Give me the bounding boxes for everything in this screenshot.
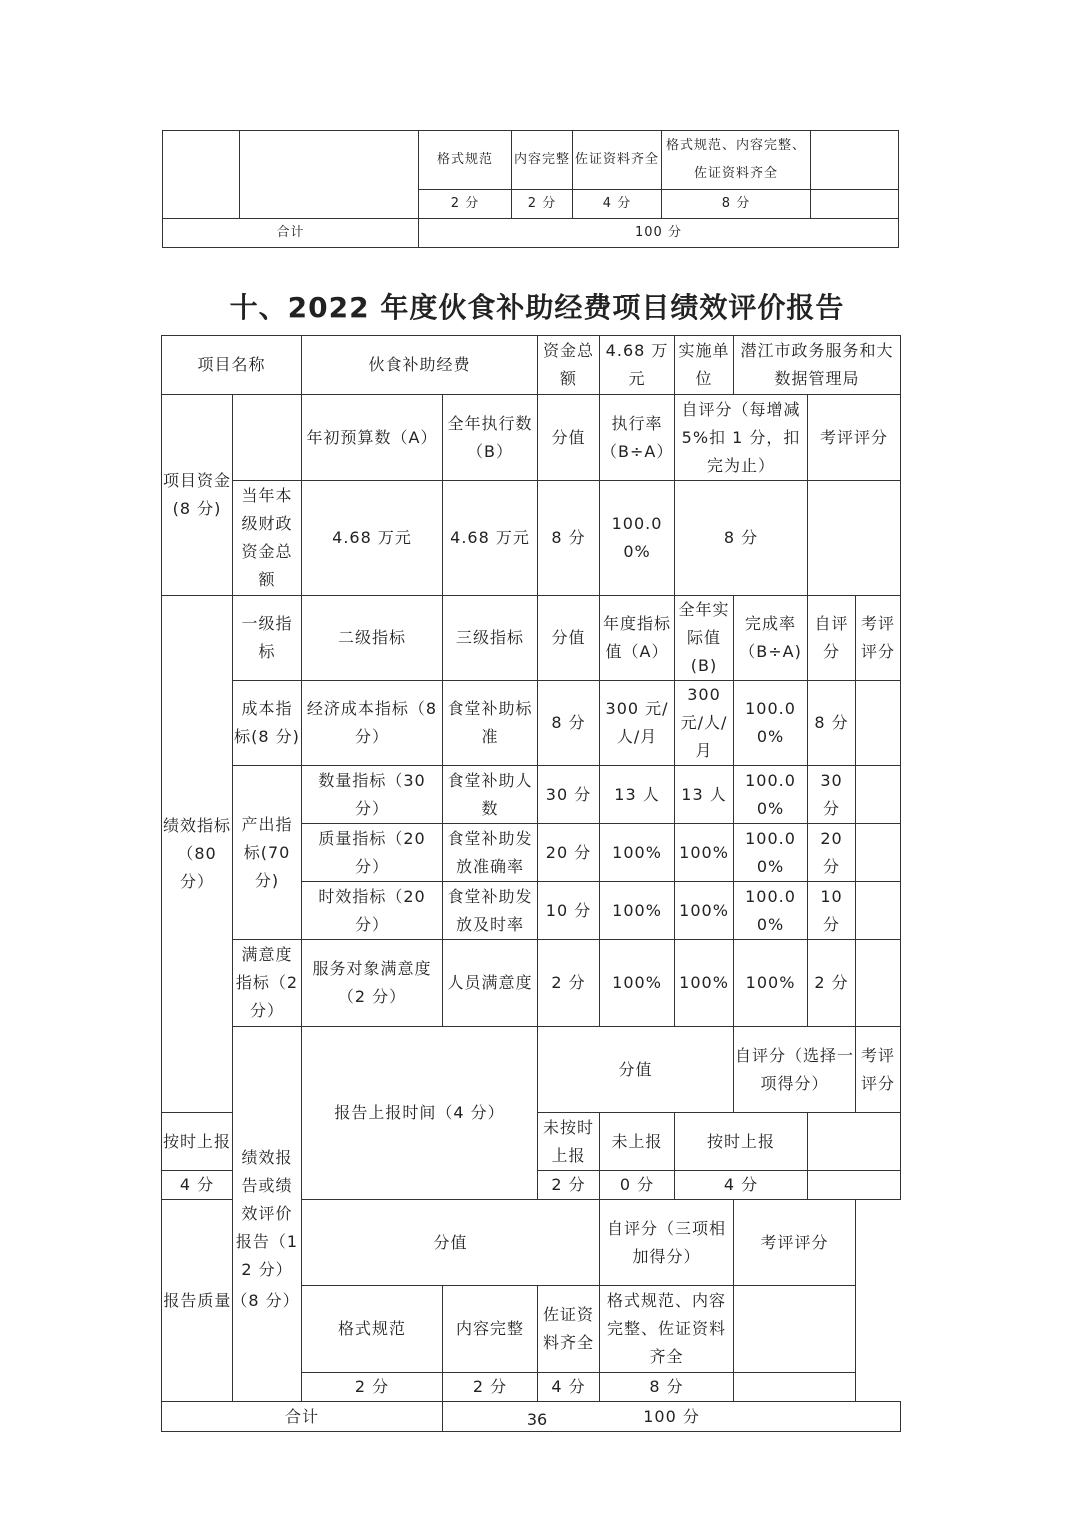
self-score-header: 自评分 (808, 596, 856, 681)
actual-cell: 100% (675, 882, 734, 940)
level3-cell: 食堂补助标准 (443, 681, 538, 766)
score-cell: 2 分 (512, 190, 573, 219)
level2-cell: 数量指标（30 分） (302, 766, 443, 824)
content-label: 内容完整 (443, 1286, 538, 1373)
empty-cell (811, 131, 899, 190)
score-header: 分值 (302, 1200, 600, 1286)
format-label: 格式规范 (419, 131, 512, 190)
score-cell: 8 分 (538, 681, 600, 766)
not-reported-label: 未上报 (600, 1113, 675, 1171)
score-cell: 0 分 (600, 1171, 675, 1200)
score-cell: 4 分 (538, 1373, 600, 1402)
satisfaction-indicator-label: 满意度指标（2 分） (233, 940, 302, 1027)
self-score-cell: 8 分 (808, 681, 856, 766)
level3-cell: 食堂补助发放准确率 (443, 824, 538, 882)
exec-header: 全年执行数（B） (443, 395, 538, 481)
output-indicator-label: 产出指标(70 分) (233, 766, 302, 940)
review-score-cell (808, 1171, 901, 1200)
score-value: 8 分 (538, 481, 600, 596)
score-cell: 4 分 (162, 1171, 233, 1200)
combined-label: 格式规范、内容完整、佐证资料齐全 (662, 131, 811, 190)
score-cell: 2 分 (443, 1373, 538, 1402)
review-score-header: 考评评分 (856, 596, 901, 681)
fund-total-value: 4.68 万元 (600, 336, 675, 395)
score-cell: 30 分 (538, 766, 600, 824)
level1-header: 一级指标 (233, 596, 302, 681)
score-cell: 10 分 (538, 882, 600, 940)
unit-value: 潜江市政务服务和大数据管理局 (734, 336, 901, 395)
review-score-header: 考评评分 (856, 1027, 901, 1113)
evaluation-table (161, 335, 901, 1432)
fund-row-label: 当年本级财政资金总额 (233, 481, 302, 596)
budget-value: 4.68 万元 (302, 481, 443, 596)
self-score-value: 8 分 (675, 481, 808, 596)
score-cell: 4 分 (573, 190, 662, 219)
self-score-cell: 2 分 (808, 940, 856, 1027)
level3-cell: 食堂补助发放及时率 (443, 882, 538, 940)
section-title: 十、2022 年度伙食补助经费项目绩效评价报告 (229, 291, 845, 324)
content-label: 内容完整 (512, 131, 573, 190)
rate-cell: 100% (734, 940, 808, 1027)
evidence-label: 佐证资料齐全 (573, 131, 662, 190)
target-cell: 100% (600, 824, 675, 882)
not-on-time-label: 未按时上报 (538, 1113, 600, 1171)
score-cell: 2 分 (538, 940, 600, 1027)
self-score-header: 自评分（三项相加得分） (600, 1200, 734, 1286)
actual-header: 全年实际值(B) (675, 596, 734, 681)
fund-total-label: 资金总额 (538, 336, 600, 395)
project-name-value: 伙食补助经费 (302, 336, 538, 395)
total-label: 合计 (163, 219, 419, 248)
project-name-label: 项目名称 (162, 336, 302, 395)
cost-indicator-label: 成本指标(8 分) (233, 681, 302, 766)
empty-cell (240, 131, 419, 219)
rate-cell: 100.00% (734, 882, 808, 940)
funds-section-label: 项目资金(8 分) (162, 395, 233, 596)
level2-header: 二级指标 (302, 596, 443, 681)
self-score-cell: 8 分 (600, 1373, 734, 1402)
rate-cell: 100.00% (734, 681, 808, 766)
target-cell: 300 元/人/月 (600, 681, 675, 766)
empty-cell (233, 395, 302, 481)
score-cell: 2 分 (302, 1373, 443, 1402)
on-time-label: 按时上报 (162, 1113, 233, 1171)
level2-cell: 经济成本指标（8 分） (302, 681, 443, 766)
review-score-cell (734, 1373, 856, 1402)
score-header: 分值 (538, 596, 600, 681)
score-cell: 8 分 (662, 190, 811, 219)
target-cell: 100% (600, 882, 675, 940)
budget-header: 年初预算数（A） (302, 395, 443, 481)
total-value: 100 分 (419, 219, 899, 248)
review-score-cell (856, 824, 901, 882)
level3-cell: 食堂补助人数 (443, 766, 538, 824)
rate-cell: 100.00% (734, 824, 808, 882)
actual-cell: 100% (675, 940, 734, 1027)
target-header: 年度指标值（A） (600, 596, 675, 681)
combined-label: 格式规范、内容完整、佐证资料齐全 (600, 1286, 734, 1373)
rate-header: 执行率（B÷A） (600, 395, 675, 481)
total-value: 100 分 (443, 1402, 901, 1432)
evidence-label: 佐证资料齐全 (538, 1286, 600, 1373)
actual-cell: 300 元/人/月 (675, 681, 734, 766)
rate-cell: 100.00% (734, 766, 808, 824)
rate-header: 完成率（B÷A) (734, 596, 808, 681)
level3-header: 三级指标 (443, 596, 538, 681)
level2-cell: 质量指标（20 分） (302, 824, 443, 882)
self-score-cell: 10 分 (808, 882, 856, 940)
review-score-cell (734, 1286, 856, 1373)
score-cell: 2 分 (419, 190, 512, 219)
empty-cell (811, 190, 899, 219)
format-label: 格式规范 (302, 1286, 443, 1373)
continued-score-table (162, 130, 899, 248)
review-score-value (808, 481, 901, 596)
actual-cell: 13 人 (675, 766, 734, 824)
perf-section-label: 绩效指标（80 分） (162, 596, 233, 1113)
empty-cell (163, 131, 240, 219)
self-score-cell: 4 分 (675, 1171, 808, 1200)
level2-cell: 时效指标（20 分） (302, 882, 443, 940)
report-section-label: 绩效报告或绩效评价报告（12 分） (233, 1027, 302, 1402)
target-cell: 100% (600, 940, 675, 1027)
target-cell: 13 人 (600, 766, 675, 824)
self-time-value: 按时上报 (675, 1113, 808, 1171)
exec-value: 4.68 万元 (443, 481, 538, 596)
review-score-header: 考评评分 (808, 395, 901, 481)
score-cell: 20 分 (538, 824, 600, 882)
level3-cell: 人员满意度 (443, 940, 538, 1027)
report-time-label: 报告上报时间（4 分） (302, 1027, 538, 1200)
review-score-header: 考评评分 (734, 1200, 856, 1286)
unit-label: 实施单位 (675, 336, 734, 395)
report-quality-label: 报告质量（8 分） (162, 1200, 302, 1402)
actual-cell: 100% (675, 824, 734, 882)
review-score-cell (808, 1113, 901, 1171)
rate-value: 100.00% (600, 481, 675, 596)
page-number: 36 (526, 1410, 548, 1429)
review-score-cell (856, 940, 901, 1027)
score-header: 分值 (538, 1027, 734, 1113)
total-label: 合计 (162, 1402, 443, 1432)
self-score-header: 自评分（选择一项得分） (734, 1027, 856, 1113)
review-score-cell (856, 882, 901, 940)
score-header: 分值 (538, 395, 600, 481)
review-score-cell (856, 766, 901, 824)
score-cell: 2 分 (538, 1171, 600, 1200)
level2-cell: 服务对象满意度（2 分） (302, 940, 443, 1027)
review-score-cell (856, 681, 901, 766)
self-score-cell: 20 分 (808, 824, 856, 882)
self-score-cell: 30 分 (808, 766, 856, 824)
self-score-header: 自评分（每增减 5%扣 1 分，扣完为止） (675, 395, 808, 481)
